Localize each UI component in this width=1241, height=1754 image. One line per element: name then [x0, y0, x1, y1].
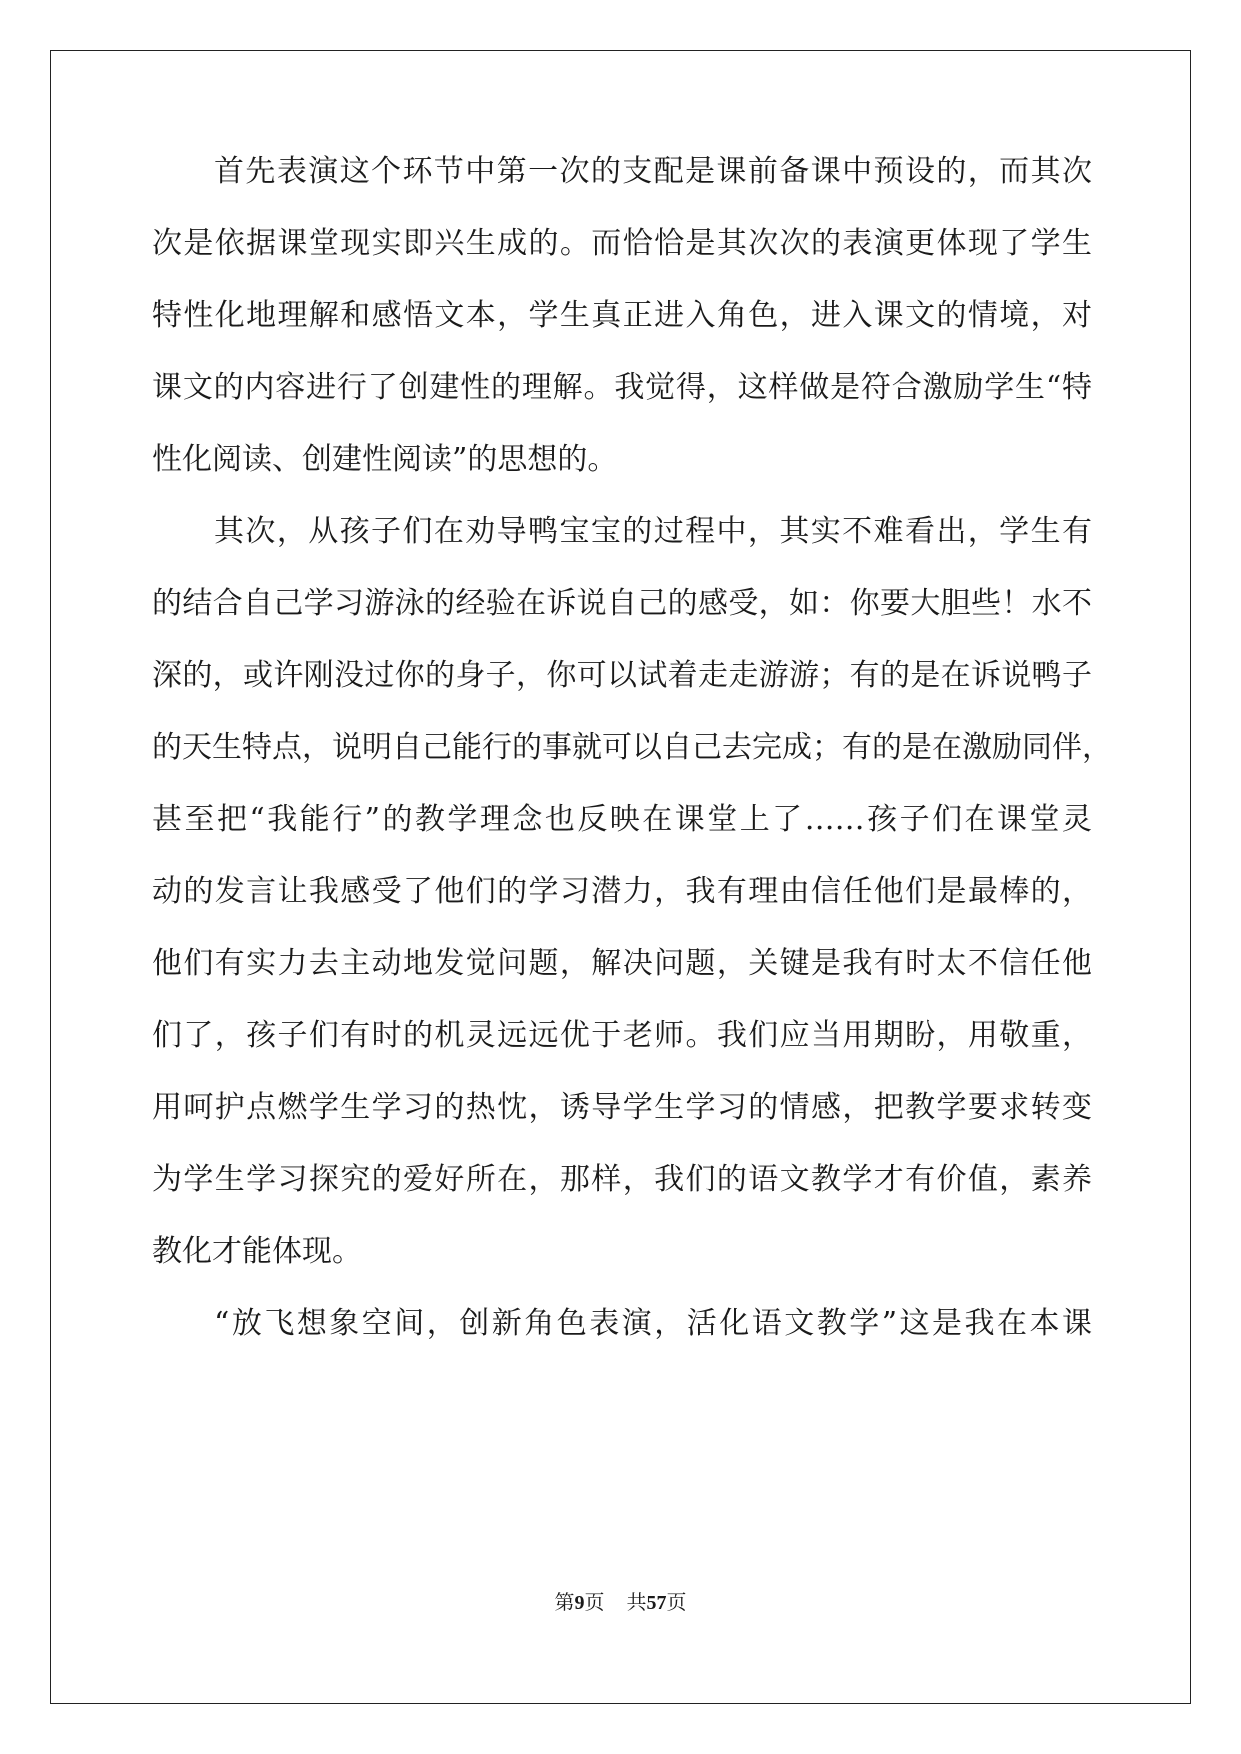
page-footer: [0, 1588, 1241, 1617]
total-pages: 57: [646, 1592, 667, 1614]
text-line: 他们有实力去主动地发觉问题，解决问题，关键是我有时太不信任他: [152, 946, 1092, 981]
text-line: 特性化地理解和感悟文本，学生真正进入角色，进入课文的情境，对: [152, 298, 1092, 333]
text-line: 为学生学习探究的爱好所在，那样，我们的语文教学才有价值，素养: [152, 1162, 1092, 1197]
page-suffix: 页: [584, 1590, 605, 1614]
page-prefix: 第: [554, 1590, 575, 1614]
text-line: 次是依据课堂现实即兴生成的。而恰恰是其次次的表演更体现了学生: [152, 226, 1092, 261]
text-line: 动的发言让我感受了他们的学习潜力，我有理由信任他们是最棒的，: [152, 874, 1092, 909]
text-line: 的天生特点，说明自己能行的事就可以自己去完成；有的是在激励同伴，: [152, 730, 1112, 765]
text-line: 深的，或许刚没过你的身子，你可以试着走走游游；有的是在诉说鸭子: [152, 658, 1092, 693]
text-line: “放飞想象空间，创新角色表演，活化语文教学”这是我在本课: [214, 1306, 1092, 1341]
text-line: 首先表演这个环节中第一次的支配是课前备课中预设的，而其次: [214, 154, 1092, 189]
page-number: 9: [574, 1592, 585, 1614]
text-line: 课文的内容进行了创建性的理解。我觉得，这样做是符合激励学生“特: [152, 370, 1092, 405]
text-line: 们了，孩子们有时的机灵远远优于老师。我们应当用期盼，用敬重，: [152, 1018, 1092, 1053]
text-line: 其次，从孩子们在劝导鸭宝宝的过程中，其实不难看出，学生有: [214, 514, 1092, 549]
text-line: 用呵护点燃学生学习的热忱，诱导学生学习的情感，把教学要求转变: [152, 1090, 1092, 1125]
text-line: 的结合自己学习游泳的经验在诉说自己的感受，如：你要大胆些！水不: [152, 586, 1092, 621]
total-prefix: 共: [626, 1590, 647, 1614]
text-line: 教化才能体现。: [152, 1234, 362, 1269]
text-line: 甚至把“我能行”的教学理念也反映在课堂上了……孩子们在课堂灵: [152, 802, 1092, 837]
total-suffix: 页: [666, 1590, 687, 1614]
text-line: 性化阅读、创建性阅读”的思想的。: [152, 442, 618, 477]
